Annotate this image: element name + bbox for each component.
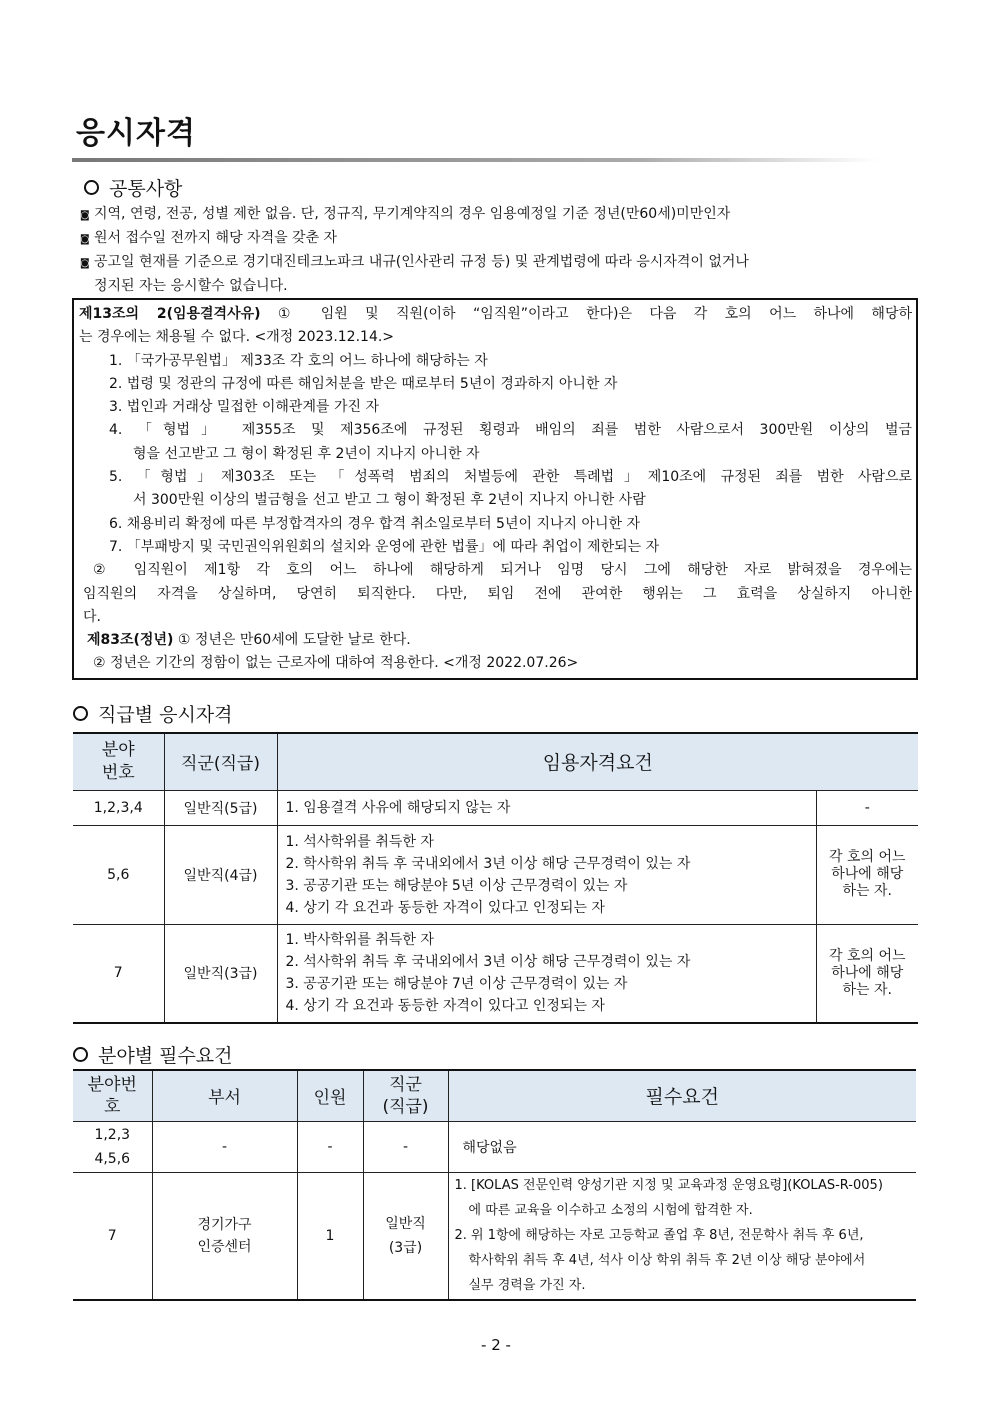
square-bullet-icon: ◙: [80, 210, 90, 221]
section-common-heading: [84, 174, 182, 201]
header-requirements: 임용자격요건: [277, 733, 918, 790]
list-item-continuation: 정지된 자는 응시할수 없습니다.: [94, 278, 288, 294]
article-13-line-2: 는 경우에는 채용될 수 없다. <개정 2023.12.14.>: [79, 329, 395, 346]
square-bullet-icon: ◙: [80, 258, 90, 269]
article-13-item: 3. 법인과 거래상 밀접한 이해관계를 가진 자: [109, 399, 379, 416]
article-13-heading: 제13조의 2(임용결격사유): [79, 306, 261, 322]
article-13-item: 7. 「부패방지 및 국민권익위원회의 설치와 운영에 관한 법률」에 따라 취업이 제한되는 자: [109, 538, 660, 555]
article-13-item: 4. 「형법」 제355조 및 제356조에 규정된 횡령과 배임의 죄를 범한 사람으로서 300만원 이상의 벌금: [109, 422, 912, 439]
header-field-number: 분야번 호: [73, 1070, 152, 1121]
article-13-line-1: 제13조의 2(임용결격사유) ① 임원 및 직원(이하 “임직원”이라고 한다)은 다음 각 호의 어느 하나에 해당하: [79, 306, 912, 322]
header-department: 부서: [152, 1070, 297, 1121]
table-header-row: [73, 1070, 916, 1121]
header-grade: 직군(직급): [164, 733, 277, 790]
article-13-para-2: ② 임직원이 제1항 각 호의 어느 하나에 해당하게 되거나 임명 당시 그에 해당한 자로 밝혀졌을 경우에는: [93, 562, 912, 579]
header-count: 인원: [297, 1070, 363, 1121]
table-row: 7 일반직(3급) 1. 박사학위를 취득한 자 2. 석사학위 취득 후 국내외에서 3년 이상 해당 근무경력이 있는 자 3. 공공기관 또는 해당분야 7년 이상 근무경력이 있는 자 4. 상기 각 요건과 동등한 자격이 있다고 인정되는 자 각 호의 어느 하나에 해당 하는 자.: [73, 924, 918, 1023]
article-83-line-2: ② 정년은 기간의 정함이 없는 근로자에 대하여 적용한다. <개정 2022.07.26>: [93, 655, 579, 672]
circle-bullet-icon: [84, 180, 99, 195]
field-requirements-table: [73, 1069, 916, 1301]
section-by-field-heading: [73, 1041, 233, 1068]
article-83-heading: 제83조(정년): [87, 632, 174, 649]
section-by-grade-heading: [73, 700, 233, 727]
table-row: 5,6 일반직(4급) 1. 석사학위를 취득한 자 2. 학사학위 취득 후 국내외에서 3년 이상 해당 근무경력이 있는 자 3. 공공기관 또는 해당분야 5년 이상 근무경력이 있는 자 4. 상기 각 요건과 동등한 자격이 있다고 인정되는 자 각 호의 어느 하나에 해당 하는 자.: [73, 825, 918, 924]
list-item: ◙ 공고일 현재를 기준으로 경기대진테크노파크 내규(인사관리 규정 등) 및 관계법령에 따라 응시자격이 없거나: [80, 251, 920, 275]
article-13-item: 1. 「국가공무원법」 제33조 각 호의 어느 하나에 해당하는 자: [109, 352, 488, 369]
table-row: 1,2,3,4 일반직(5급) 1. 임용결격 사유에 해당되지 않는 자 -: [73, 790, 918, 825]
table-row: 7 경기가구 인증센터 1 일반직 (3급) 1. [KOLAS 전문인력 양성기관 지정 및 교육과정 운영요령](KOLAS-R-005) 에 따른 교육을 이수하고 소정의 시험에 합격한 자. 2. 위 1항에 해당하는 자로 고등학교 졸업 후 8년, 전문학사 취득 후 6년, 학사학위 취득 후 4년, 석사 이상 학위 취득 후 2년 이상 해당 분야에서 실무 경력을 가진 자.: [73, 1172, 916, 1300]
article-13-item: 6. 채용비리 확정에 따른 부정합격자의 경우 합격 취소일로부터 5년이 지나지 아니한 자: [109, 515, 641, 532]
circle-bullet-icon: [73, 706, 88, 721]
table-row: 1,2,3 4,5,6 - - - 해당없음: [73, 1121, 916, 1172]
page-title: 응시자격: [76, 116, 196, 151]
common-bullet-list: [80, 203, 920, 298]
list-item: ◙ 지역, 연령, 전공, 성별 제한 없음. 단, 정규직, 무기계약직의 경우 임용예정일 기준 정년(만60세)미만인자: [80, 203, 920, 227]
table-header-row: [73, 733, 918, 790]
title-divider: [72, 158, 878, 162]
grade-requirements-table: [73, 732, 918, 1024]
article-13-item-cont: 형을 선고받고 그 형이 확정된 후 2년이 지나지 아니한 자: [133, 445, 480, 462]
article-13-item-cont: 서 300만원 이상의 벌금형을 선고 받고 그 형이 확정된 후 2년이 지나지 아니한 사람: [133, 492, 646, 509]
square-bullet-icon: ◙: [80, 234, 90, 245]
section-common-label: 공통사항: [109, 178, 183, 200]
article-13-item: 2. 법령 및 정관의 규정에 따른 해임처분을 받은 때로부터 5년이 경과하지 아니한 자: [109, 375, 618, 392]
article-13-item: 5. 「형법」제303조 또는 「성폭력 범죄의 처벌등에 관한 특례법」제10조에 규정된 죄를 범한 사람으로: [109, 469, 912, 486]
page-number: - 2 -: [481, 1336, 511, 1354]
header-field-number: 분야 번호: [73, 733, 164, 790]
circle-bullet-icon: [73, 1047, 88, 1062]
article-13-para-2-end: 다.: [83, 608, 101, 625]
section-by-field-label: 분야별 필수요건: [98, 1045, 233, 1067]
header-grade: 직군 (직급): [363, 1070, 448, 1121]
header-requirements: 필수요건: [448, 1070, 916, 1121]
list-item: ◙ 원서 접수일 전까지 해당 자격을 갖춘 자: [80, 227, 920, 251]
article-83-line-1: 제83조(정년) ① 정년은 만60세에 도달한 날로 한다.: [87, 632, 411, 649]
article-13-para-2-cont: 임직원의 자격을 상실하며, 당연히 퇴직한다. 다만, 퇴임 전에 관여한 행위는 그 효력을 상실하지 아니한: [83, 585, 912, 602]
section-by-grade-label: 직급별 응시자격: [98, 704, 233, 726]
regulation-box: [72, 298, 918, 680]
